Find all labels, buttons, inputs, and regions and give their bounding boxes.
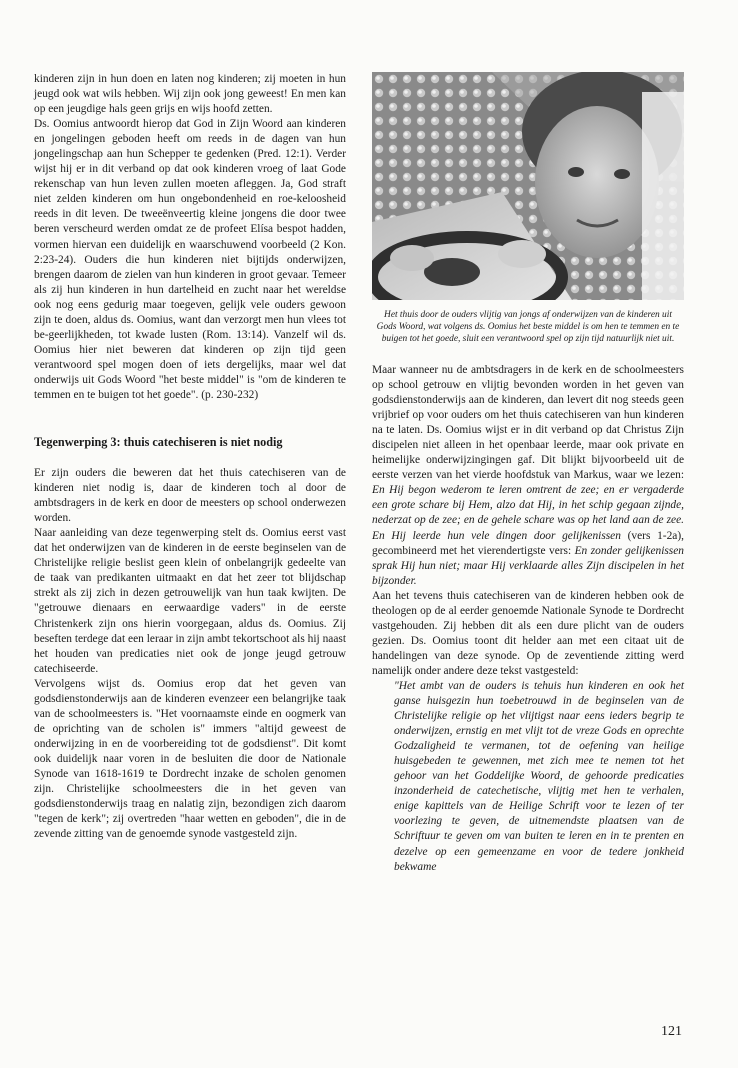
paragraph: Aan het tevens thuis catechiseren van de kinderen hebben ook de theologen op de al eerder genoemde Nationale Synode te Dordrecht vastgehouden. Zij hebben dit als een dure plicht van de ouders gezien. Ds. Oomius toont dit helder aan met een citaat uit de handelingen van deze synode. Op de zeventiende zitting werd namelijk onder andere deze tekst vastgesteld: <box>372 589 684 677</box>
paragraph: kinderen zijn in hun doen en laten nog kinderen; zij moeten in hun jeugd ook wat wils hebben. Wij zijn ook jong geweest! En men kan op een jeugdige hals geen grijs en wijs hoofd zetten. <box>34 73 346 116</box>
paragraph: Naar aanleiding van deze tegenwerping stelt ds. Oomius eerst vast dat het onderwijzen van de kinderen in de eerste beginselen van de Christelijke religie beslist geen klein of onbelangrijk gedeelte van de taak van predikanten uitmaakt en dat het zeer tot blijdschap strekt als zij zich in dezen getrouwelijk van hun taak kwijten. De "getrouwe dienaars en eerwaardige vaders" in de eerste Christenkerk zijn ons hierin voorgegaan, aldus ds. Oomius. Zij beseften terdege dat een leraar in zijn ambt tekortschoot als hij naast het houden van predicaties niet ook de jonge jeugd getrouw catechiseerde. <box>34 527 346 675</box>
paragraph: Vervolgens wijst ds. Oomius erop dat het geven van godsdienstonderwijs aan de kinderen evenzeer een belangrijke taak van de schoolmeesters is. "Het voornaamste einde en oogmerk van de oprichting van de scholen is" immers "altijd geweest de onderwijzing in en de voorbereiding tot de godsdienst". Dit komt ook duidelijk naar voren in de besluiten die door de Nationale Synode van 1618-1619 te Dordrecht inzake de scholen genomen zijn. Christelijke schoolmeesters die in het geven van godsdienstonderwijs traag en nalatig zijn, bezondigen zich daarom "tegen de kerk"; zij overtreden "haar wetten en geboden", die in de zevende zitting van de genoemde synode vastgesteld zijn. <box>34 677 346 841</box>
section-heading: Tegenwerping 3: thuis catechiseren is niet nodig <box>34 435 283 450</box>
photo-image <box>372 72 684 300</box>
paragraph: Maar wanneer nu de ambtsdragers in de kerk en de schoolmeesters op school getrouw en vlijtig bevonden worden in het geven van godsdienstonderwijs aan de kinderen, dan levert dit nog steeds geen vrijbrief op voor ouders om het thuis catechiseren van hun kinderen na te laten. Ds. Oomius wijst er in dit verband op dat Christus Zijn discipelen niet alleen in het openbaar leerde, maar ook private en heimelijke onderwijzingingen gaf. Dit blijkt bijvoorbeeld uit de eerste verzen van het vierde hoofdstuk van Markus, waar we lezen: En Hij begon wederom te leren omtrent de zee; en er vergaderde een grote schare bij Hem, alzo dat Hij, in het schip gegaan zijnde, nederzat op de zee; en de gehele schare was op het land aan de zee. En Hij leerde hun vele dingen door gelijkenissen (vers 1-2a), gecombineerd met het vierendertigste vers: En zonder gelijkenissen sprak Hij hun niet; maar Hij verklaarde alles Zijn discipelen in het bijzonder. <box>372 364 684 587</box>
page-number: 121 <box>661 1024 682 1039</box>
photo-caption: Het thuis door de ouders vlijtig van jongs af onderwijzen van de kinderen uit Gods Woord, wat volgens ds. Oomius het beste middel is om hen te temmen en te buigen tot het goede, sluit een verantwoord spel op zijn tijd natuurlijk niet uit. <box>376 310 680 344</box>
paragraph: Ds. Oomius antwoordt hierop dat God in Zijn Woord aan kinderen en jongelingen geboden heeft om reeds in de dagen van hun jongelingschap aan hun Schepper te gedenken (Pred. 12:1). Verder wijst hij er in dit verband op dat ook kinderen vroeg of laat Gode rekenschap van hun leven zullen moeten afleggen. Ja, God straft niet zelden kinderen om hun ongebondenheid en roe-keloosheid reeds in dit leven. De tweeënveertig kleine jongens die door twee beren verscheurd werden omdat ze de profeet Elísa bespot hadden, vormen hiervan een duidelijk en waarschuwend voorbeeld (2 Kon. 2:23-24). Ouders die hun kinderen niet bijtijds onderwijzen, brengen daarom de zielen van hun kinderen in groot gevaar. Temeer als zij hun kinderen in hun dartelheid en zucht naar het wereldse ook nog eens gedurig maar toegeven, gelijk vele ouders gewoon zijn te doen, aldus ds. Oomius, want dan verzorgt men hun vlees tot be-geerlijkheden, tot kwade lusten (Rom. 13:14). Vanzelf wil ds. Oomius hier niet beweren dat kinderen op zijn tijd geen verantwoord spel mogen doen of iets dergelijks, maar wel dat onderwijs uit Gods Woord "het beste middel" is "om de kinderen te temmen en te buigen tot het goede". (p. 230-232) <box>34 118 346 401</box>
synod-quote: "Het ambt van de ouders is tehuis hun kinderen en ook het ganse huisgezin hun toebetrouwd in de beginselen van de Christelijke religie op het vlijtigst naar eens ieders begrip te onderwijzen, ernstig en met vlijt tot de vreze Gods en oprechte Godzaligheid te vermanen, tot de oefening van heilige huisgebeden te gewennen, met zich mee te nemen tot het gehoor van het Goddelijke Woord, de gehoorde predicaties inzonderheid de catechetische, vlijtig met hen te verhalen, enige kapittels van de Heilige Schrift voor te lezen of ter voorlezing te geven, de uitnemendste plaatsen van de Schriftuur te geven om van buiten te leren en in te prenten en dezelve op een gemeenzame en voor de tedere jonkheid bekwame <box>394 679 684 873</box>
photo-child-playing <box>372 72 684 300</box>
left-column <box>34 72 346 842</box>
right-column <box>372 72 684 875</box>
paragraph: Er zijn ouders die beweren dat het thuis catechiseren van de kinderen niet nodig is, daar de kinderen toch al door de ambtsdragers in de kerk en door de meesters op school onderwezen worden. <box>34 467 346 525</box>
